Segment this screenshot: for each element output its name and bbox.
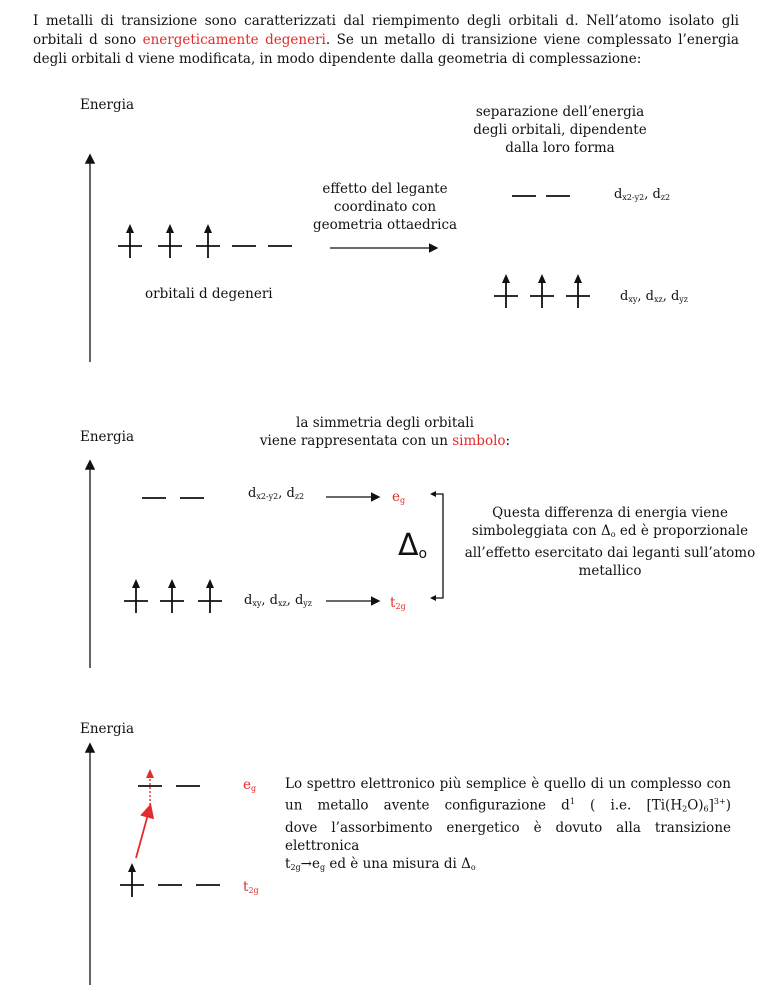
spectrum-line: un metallo avente configurazione $d^1$ ( i.e. $[Ti(H_2O)_6]^{3+}$) (285, 797, 731, 814)
explanation-line: all’effetto esercitato dai leganti sull’atomo (464, 545, 756, 561)
separation-caption-line: degli orbitali, dipendente (473, 122, 647, 138)
ligand-caption-line: effetto del legante (322, 181, 448, 197)
ligand-caption-line: coordinato con (333, 199, 437, 215)
delta-explanation (460, 504, 760, 580)
intro-text-2: . Se un metallo di transizione viene complessato l’energia degli orbitali d viene modificata, in modo dipendente dalla geometria di complessazione: (33, 32, 739, 67)
intro-text-1: I metalli di transizione sono caratterizzati dal riempimento degli orbitali d. Nell’atomo isolato gli orbitali d sono (33, 13, 739, 48)
symmetry-caption-line: la simmetria degli orbitali (296, 415, 474, 431)
eg-symbol: $e_g$ (392, 489, 406, 505)
separation-caption-line: separazione dell’energia (475, 104, 645, 120)
transition-arrow (136, 807, 150, 858)
degenerate-label: orbitali d degeneri (145, 286, 273, 302)
delta-o-symbol: $\Delta_o$ (398, 528, 428, 563)
upper-orbital-label-1: $d_{x2-y2}$, $d_{z2}$ (614, 187, 671, 202)
t2g-orbitals (124, 585, 222, 613)
energy-label-3: Energia (80, 721, 134, 737)
t2g-symbol: $t_{2g}$ (390, 595, 406, 611)
ligand-caption (300, 180, 470, 234)
separation-caption (455, 103, 665, 157)
t2g-orbitals-3 (120, 869, 220, 897)
energy-label-2: Energia (80, 429, 134, 445)
separation-caption-line: dalla loro forma (505, 140, 615, 156)
degenerate-orbitals (118, 230, 292, 258)
symmetry-caption-line: viene rappresentata con un simbolo: (259, 433, 511, 449)
spectrum-paragraph (285, 775, 731, 877)
delta-bracket (434, 494, 443, 598)
eg-symbol-3: $e_g$ (243, 777, 257, 793)
explanation-line: simboleggiata con $\Delta_o$ ed è proporzionale (471, 523, 749, 539)
split-lower-orbitals (494, 280, 590, 308)
explanation-line: Questa differenza di energia viene (492, 505, 728, 521)
spectrum-line: dove l’assorbimento energetico è dovuto alla transizione elettronica (285, 819, 731, 854)
lower-orbital-label-2: $d_{xy}$, $d_{xz}$, $d_{yz}$ (244, 593, 313, 608)
upper-orbital-label-2: $d_{x2-y2}$, $d_{z2}$ (248, 486, 305, 501)
ligand-caption-line: geometria ottaedrica (312, 217, 458, 233)
explanation-line: metallico (578, 563, 642, 579)
t2g-symbol-3: $t_{2g}$ (243, 879, 259, 895)
spectrum-line: Lo spettro elettronico più semplice è quello di un complesso con (285, 776, 731, 792)
symmetry-caption (250, 414, 520, 450)
lower-orbital-label-1: $d_{xy}$, $d_{xz}$, $d_{yz}$ (620, 289, 689, 304)
energy-label-1: Energia (80, 97, 134, 113)
spectrum-line: $t_{2g}\to e_g$ ed è una misura di $\Delta_o$ (285, 855, 476, 872)
intro-highlight: energeticamente degeneri (142, 32, 326, 48)
